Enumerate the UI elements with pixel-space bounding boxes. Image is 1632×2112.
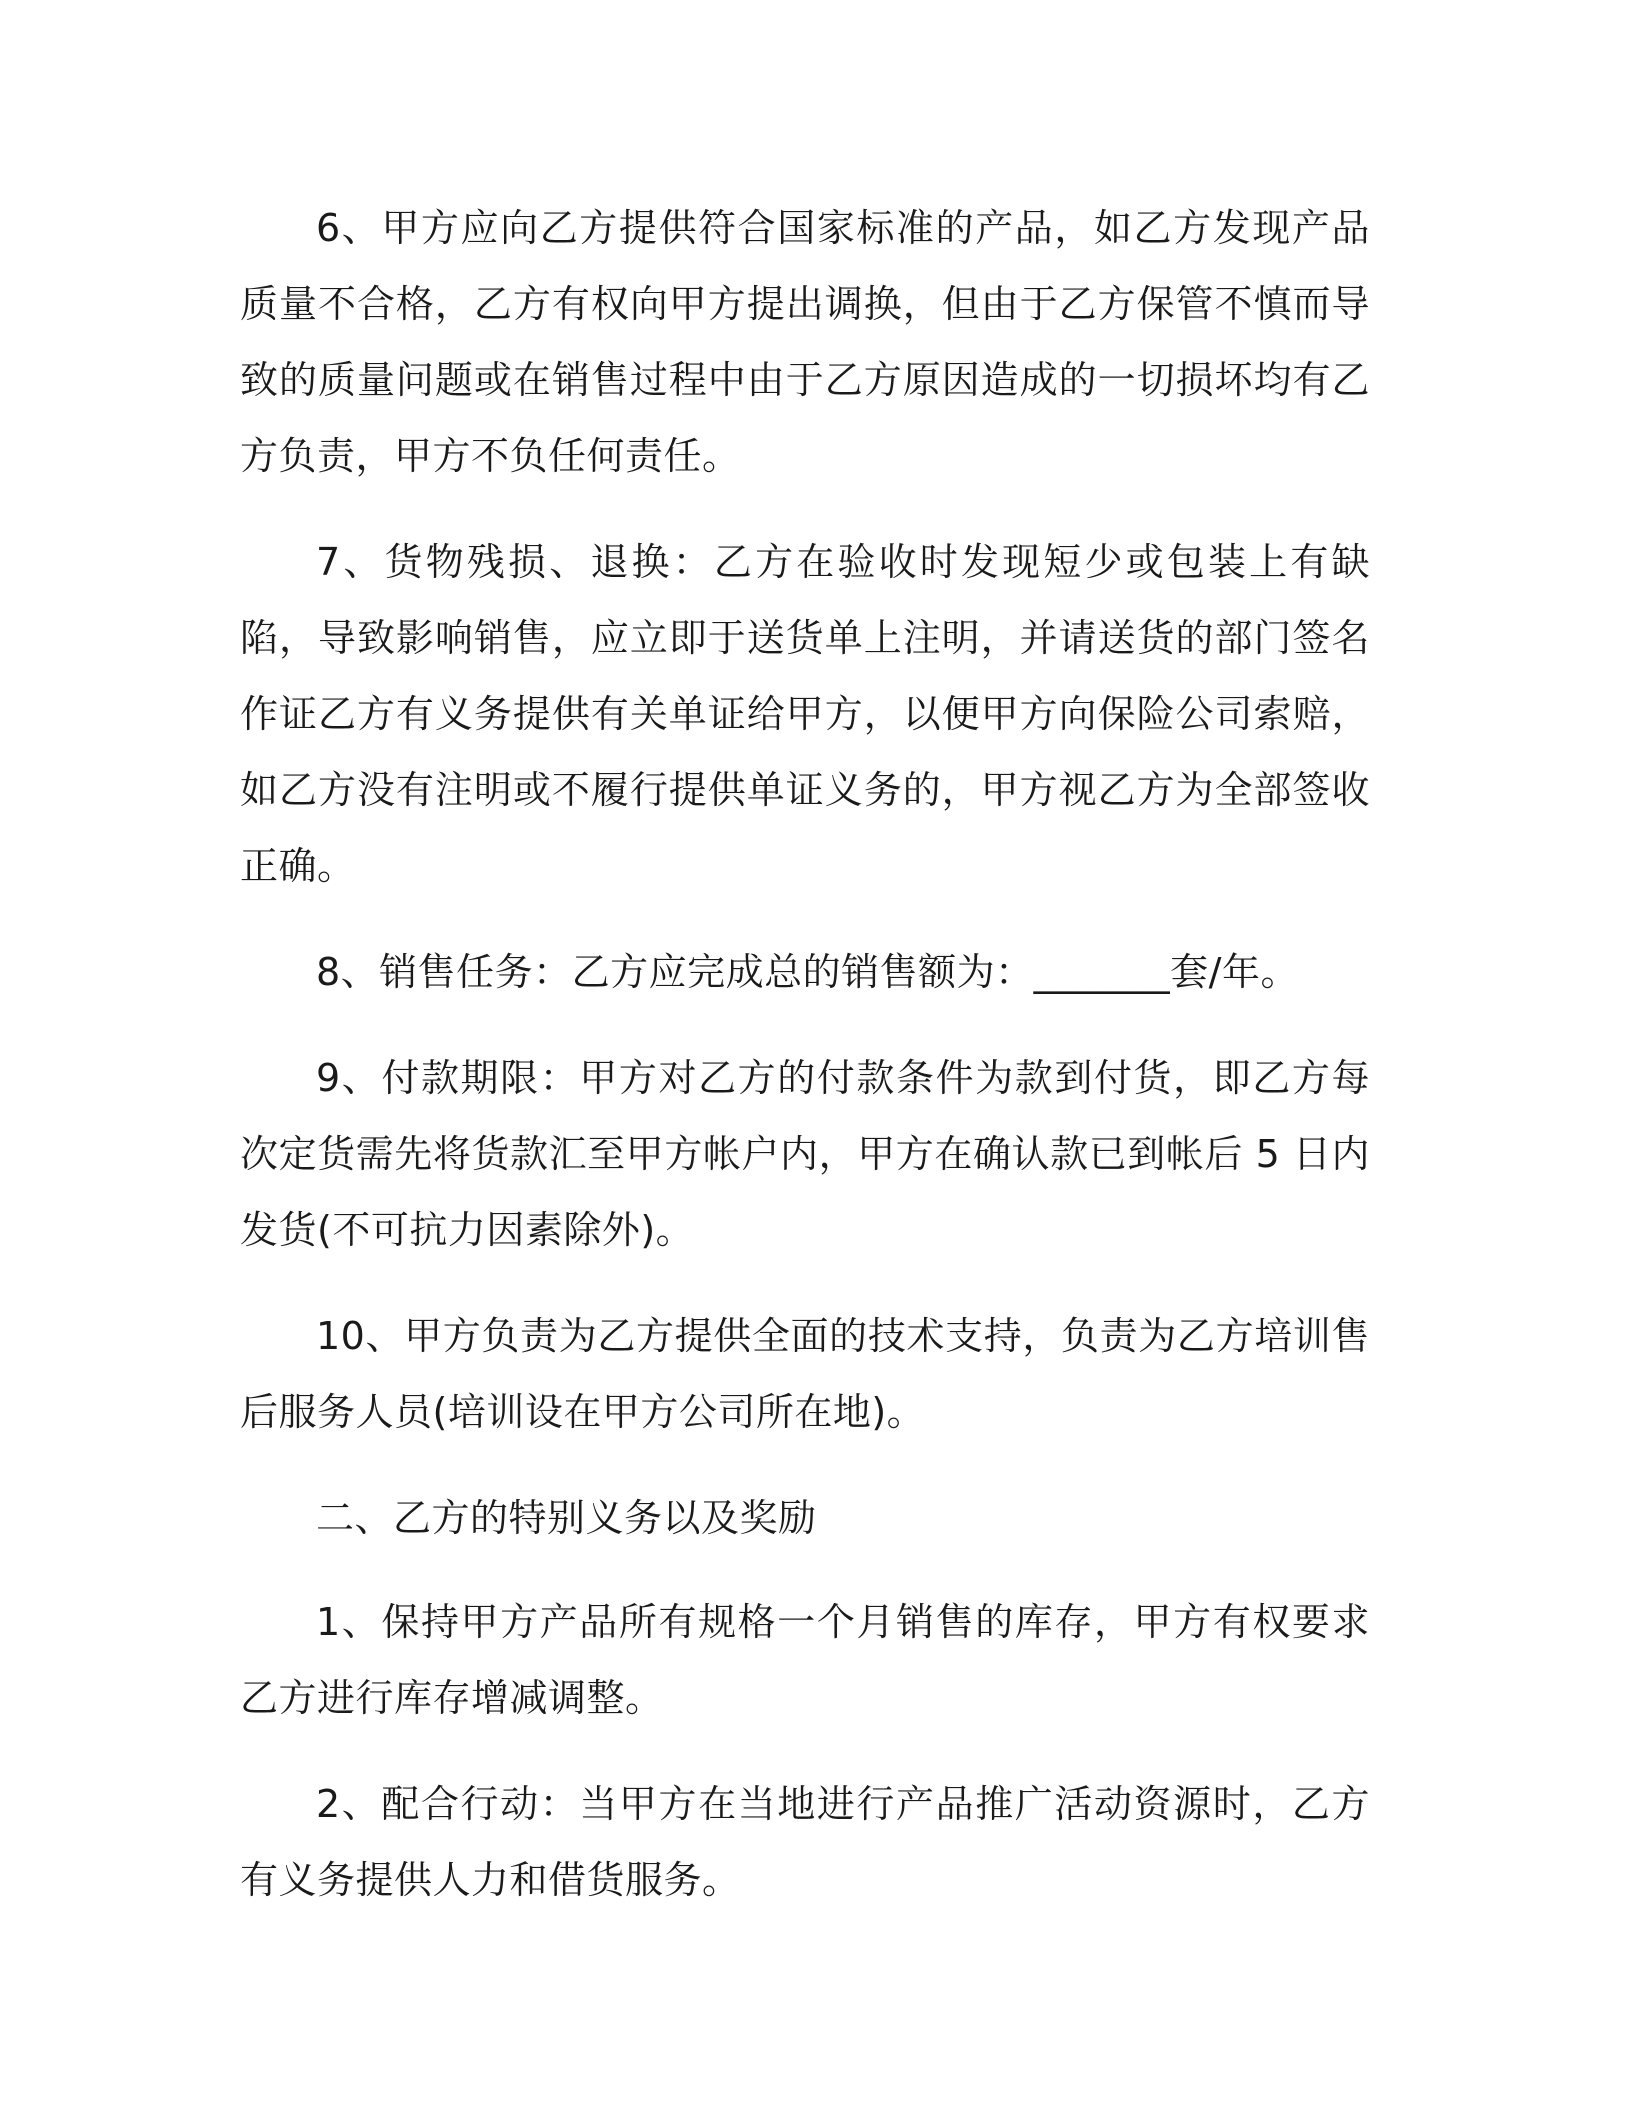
clause-7: 7、货物残损、退换：乙方在验收时发现短少或包装上有缺陷，导致影响销售，应立即于送货单上注明，并请送货的部门签名作证乙方有义务提供有关单证给甲方，以便甲方向保险公司索赔，如乙方没有注明或不履行提供单证义务的，甲方视乙方为全部签收正确。 xyxy=(240,540,1370,888)
clause-10: 10、甲方负责为乙方提供全面的技术支持，负责为乙方培训售后服务人员(培训设在甲方公司所在地)。 xyxy=(240,1314,1370,1434)
obligation-1: 1、保持甲方产品所有规格一个月销售的库存，甲方有权要求乙方进行库存增减调整。 xyxy=(240,1600,1370,1720)
section-heading: 二、乙方的特别义务以及奖励 xyxy=(316,1496,817,1540)
obligation-2: 2、配合行动：当甲方在当地进行产品推广活动资源时，乙方有义务提供人力和借货服务。 xyxy=(240,1782,1370,1902)
clause-8: 8、销售任务：乙方应完成总的销售额为：_______套/年。 xyxy=(316,950,1299,994)
document-page xyxy=(240,190,1370,1948)
clause-9: 9、付款期限：甲方对乙方的付款条件为款到付货，即乙方每次定货需先将货款汇至甲方帐户内，甲方在确认款已到帐后 5 日内发货(不可抗力因素除外)。 xyxy=(240,1056,1370,1252)
clause-6: 6、甲方应向乙方提供符合国家标准的产品，如乙方发现产品质量不合格，乙方有权向甲方提出调换，但由于乙方保管不慎而导致的质量问题或在销售过程中由于乙方原因造成的一切损坏均有乙方负责，甲方不负任何责任。 xyxy=(240,206,1370,478)
